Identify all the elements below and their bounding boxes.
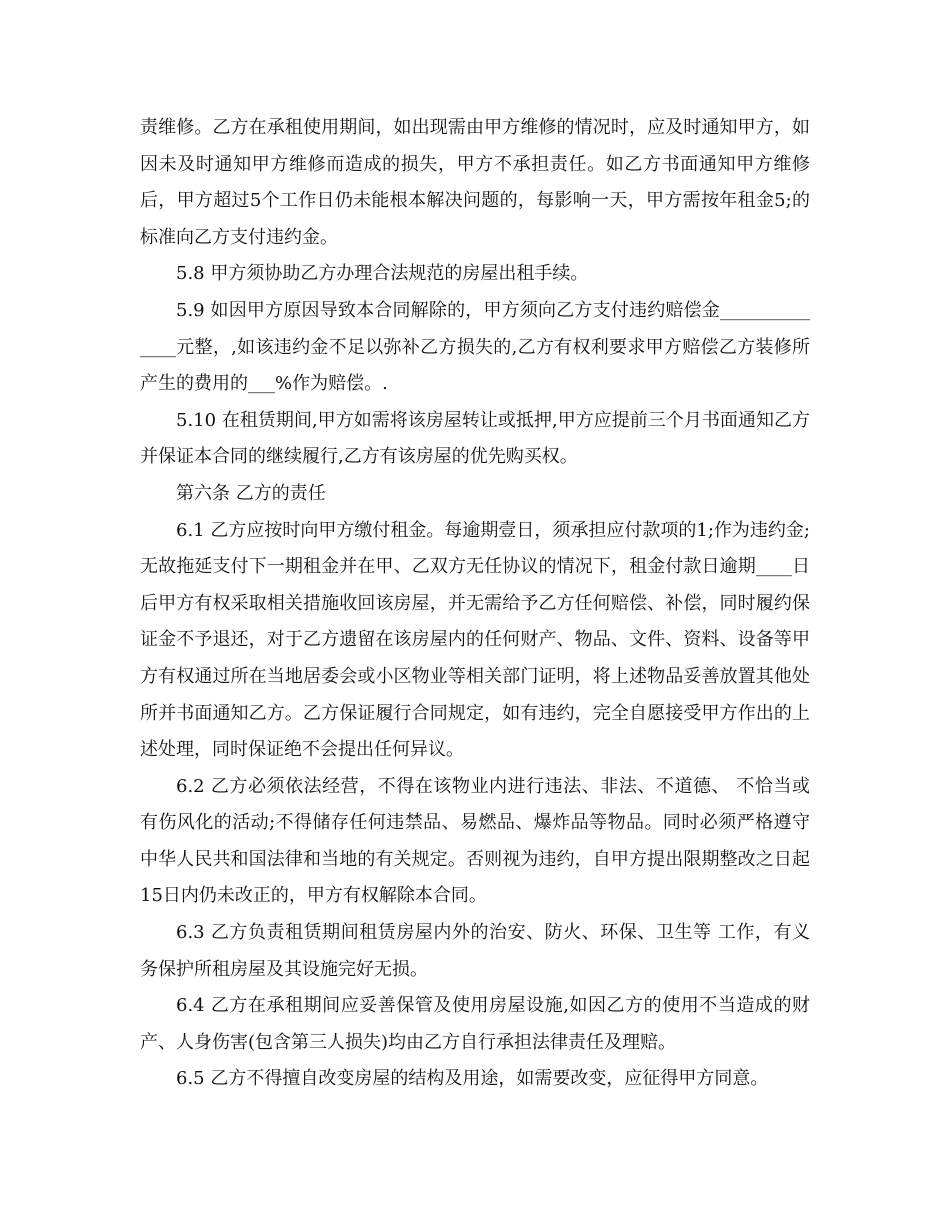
clause-6-4: 6.4 乙方在承租期间应妥善保管及使用房屋设施,如因乙方的使用不当造成的财产、人身伤害(包含第三人损失)均由乙方自行承担法律责任及理赔。 — [140, 995, 810, 1053]
clause-5-10: 5.10 在租赁期间,甲方如需将该房屋转让或抵押,甲方应提前三个月书面通知乙方并保证本合同的继续履行,乙方有该房屋的优先购买权。 — [140, 409, 810, 468]
clause-5-9: 5.9 如因甲方原因导致本合同解除的，甲方须向乙方支付违约赔偿金______________元整，,如该违约金不足以弥补乙方损失的,乙方有权利要求甲方赔偿乙方装修所产生的费用的___%作为赔偿。. — [140, 299, 810, 395]
clause-6-1: 6.1 乙方应按时向甲方缴付租金。每逾期壹日，须承担应付款项的1;作为违约金;无故拖延支付下一期租金并在甲、乙双方无任协议的情况下，租金付款日逾期____日后甲方有权采取相关措施收回该房屋，并无需给予乙方任何赔偿、补偿，同时履约保证金不予退还，对于乙方遗留在该房屋内的任何财产、物品、文件、资料、设备等甲方有权通过所在当地居委会或小区物业等相关部门证明，将上述物品妥善放置其他处所并书面通知乙方。乙方保证履行合同规定，如有违约，完全自愿接受甲方作出的上述处理，同时保证绝不会提出任何异议。 — [140, 519, 810, 761]
document-body — [140, 110, 810, 1098]
clause-5-8: 5.8 甲方须协助乙方办理合法规范的房屋出租手续。 — [176, 263, 589, 285]
clause-6-3: 6.3 乙方负责租赁期间租赁房屋内外的治安、防火、环保、卫生等 工作，有义务保护所租房屋及其设施完好无损。 — [140, 922, 810, 980]
paragraph-continuation: 责维修。乙方在承租使用期间，如出现需由甲方维修的情况时，应及时通知甲方，如因未及时通知甲方维修而造成的损失，甲方不承担责任。如乙方书面通知甲方维修后，甲方超过5个工作日仍未能根本解决问题的，每影响一天，甲方需按年租金5;的标准向乙方支付违约金。 — [140, 117, 810, 248]
article-6-heading: 第六条 乙方的责任 — [176, 482, 326, 504]
clause-6-2: 6.2 乙方必须依法经营，不得在该物业内进行违法、非法、不道德、 不恰当或有伤风化的活动;不得储存任何违禁品、易燃品、爆炸品等物品。同时必须严格遵守中华人民共和国法律和当地的有关规定。否则视为违约，自甲方提出限期整改之日起15日内仍未改正的，甲方有权解除本合同。 — [140, 775, 810, 907]
clause-6-5: 6.5 乙方不得擅自改变房屋的结构及用途，如需要改变，应征得甲方同意。 — [176, 1068, 769, 1090]
